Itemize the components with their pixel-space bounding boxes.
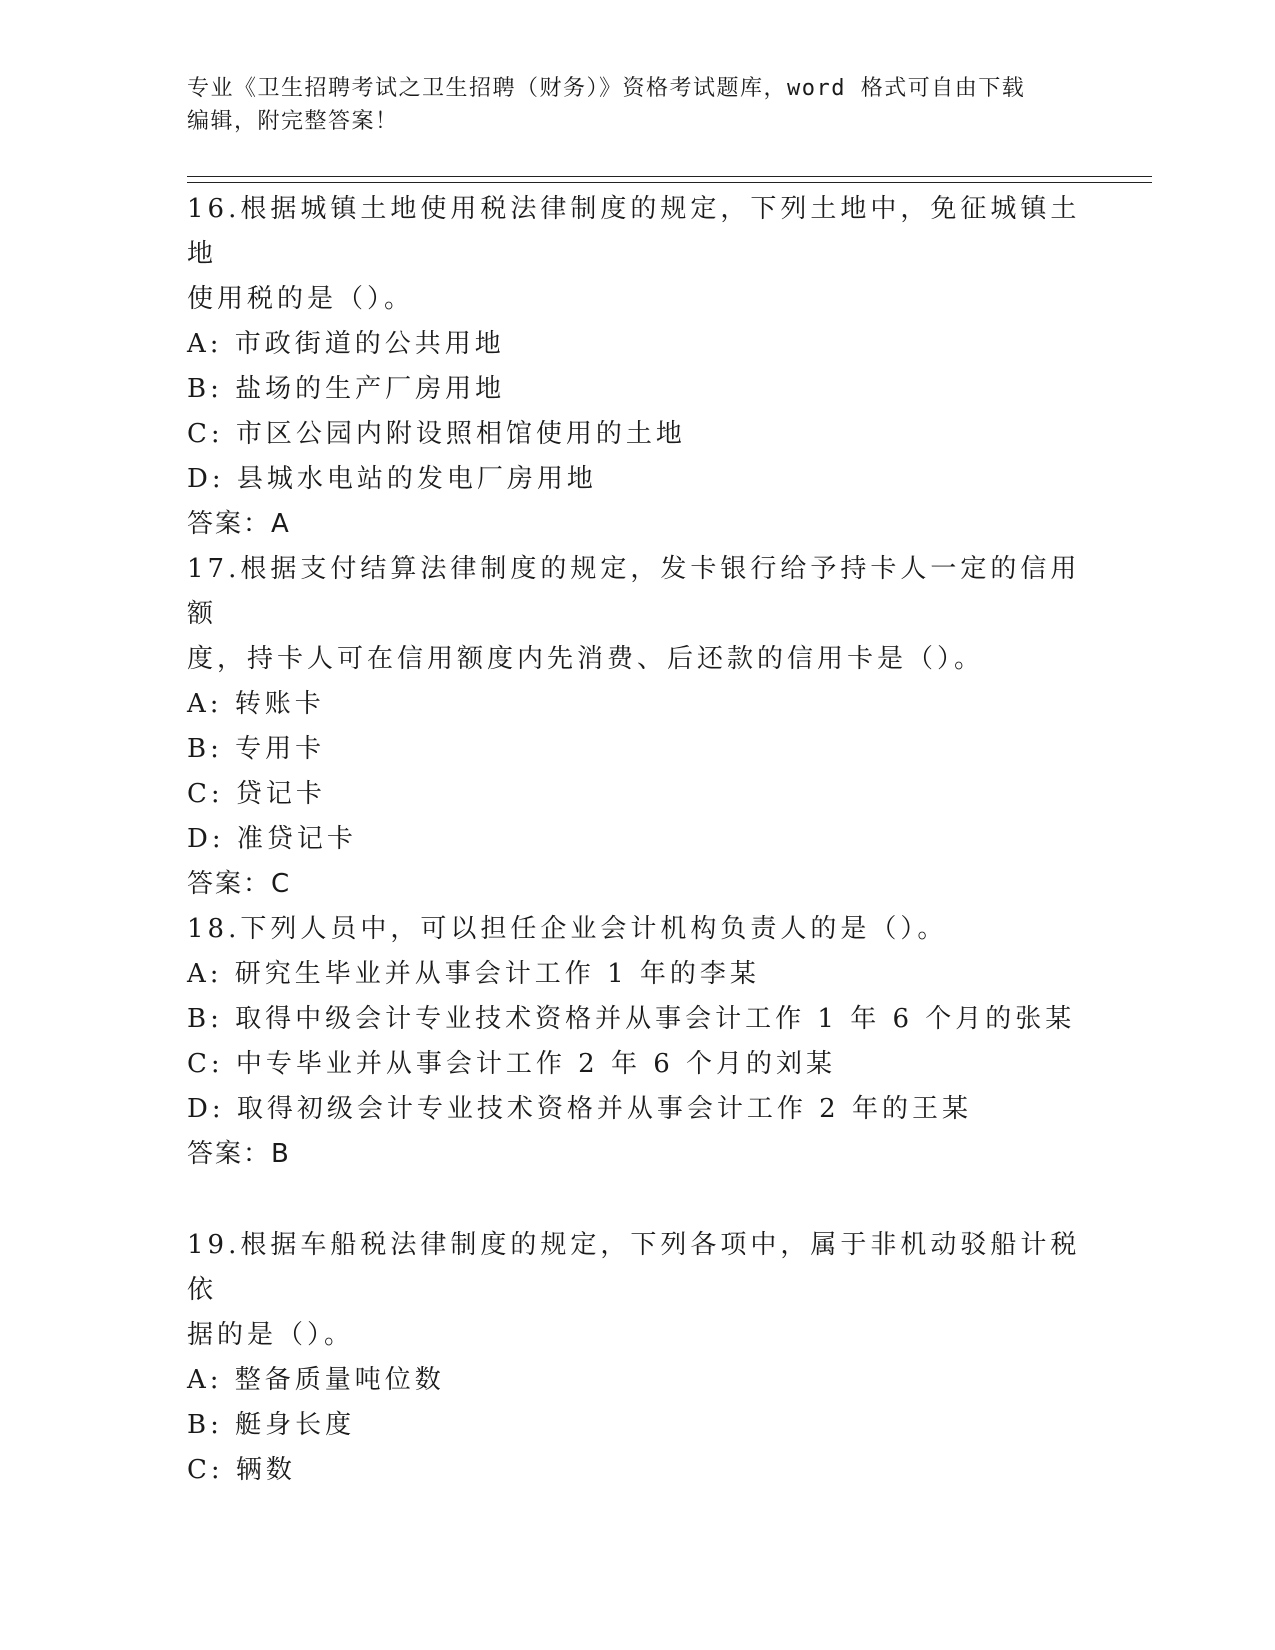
header-line-2: 编辑，附完整答案！	[187, 109, 399, 134]
option-c: C: 贷记卡	[187, 779, 326, 809]
option-a: A: 市政街道的公共用地	[187, 329, 505, 359]
question-stem-line: 19.根据车船税法律制度的规定，下列各项中，属于非机动驳船计税依	[187, 1230, 1081, 1305]
question-stem-line: 使用税的是（）。	[187, 284, 415, 314]
question-19	[187, 1223, 1087, 1493]
header-line-1: 专业《卫生招聘考试之卫生招聘（财务）》资格考试题库，word 格式可自由下载	[187, 76, 1026, 101]
question-stem-line: 18.下列人员中，可以担任企业会计机构负责人的是（）。	[187, 914, 948, 944]
option-b: B: 取得中级会计专业技术资格并从事会计工作 1 年 6 个月的张某	[187, 1004, 1076, 1034]
question-16	[187, 187, 1087, 547]
option-d: D: 县城水电站的发电厂房用地	[187, 464, 597, 494]
option-b: B: 盐场的生产厂房用地	[187, 374, 506, 404]
question-stem-line: 16.根据城镇土地使用税法律制度的规定，下列土地中，免征城镇土地	[187, 194, 1081, 269]
document-header	[187, 72, 1087, 138]
option-b: B: 专用卡	[187, 734, 326, 764]
option-b: B: 艇身长度	[187, 1410, 356, 1440]
option-a: A: 研究生毕业并从事会计工作 1 年的李某	[187, 959, 760, 989]
option-c: C: 市区公园内附设照相馆使用的土地	[187, 419, 686, 449]
option-a: A: 整备质量吨位数	[187, 1365, 445, 1395]
answer-line: 答案：A	[187, 509, 291, 539]
question-18	[187, 907, 1087, 1177]
option-a: A: 转账卡	[187, 689, 325, 719]
question-stem-line: 度，持卡人可在信用额度内先消费、后还款的信用卡是（）。	[187, 644, 985, 674]
option-d: D: 准贷记卡	[187, 824, 357, 854]
option-c: C: 中专毕业并从事会计工作 2 年 6 个月的刘某	[187, 1049, 837, 1079]
question-stem-line: 17.根据支付结算法律制度的规定，发卡银行给予持卡人一定的信用额	[187, 554, 1081, 629]
header-divider-bottom	[187, 182, 1152, 183]
option-c: C: 辆数	[187, 1455, 296, 1485]
question-17	[187, 547, 1087, 907]
answer-line: 答案：B	[187, 1139, 291, 1169]
option-d: D: 取得初级会计专业技术资格并从事会计工作 2 年的王某	[187, 1094, 972, 1124]
answer-line: 答案：C	[187, 869, 292, 899]
header-divider-top	[187, 176, 1152, 177]
question-stem-line: 据的是（）。	[187, 1320, 355, 1350]
